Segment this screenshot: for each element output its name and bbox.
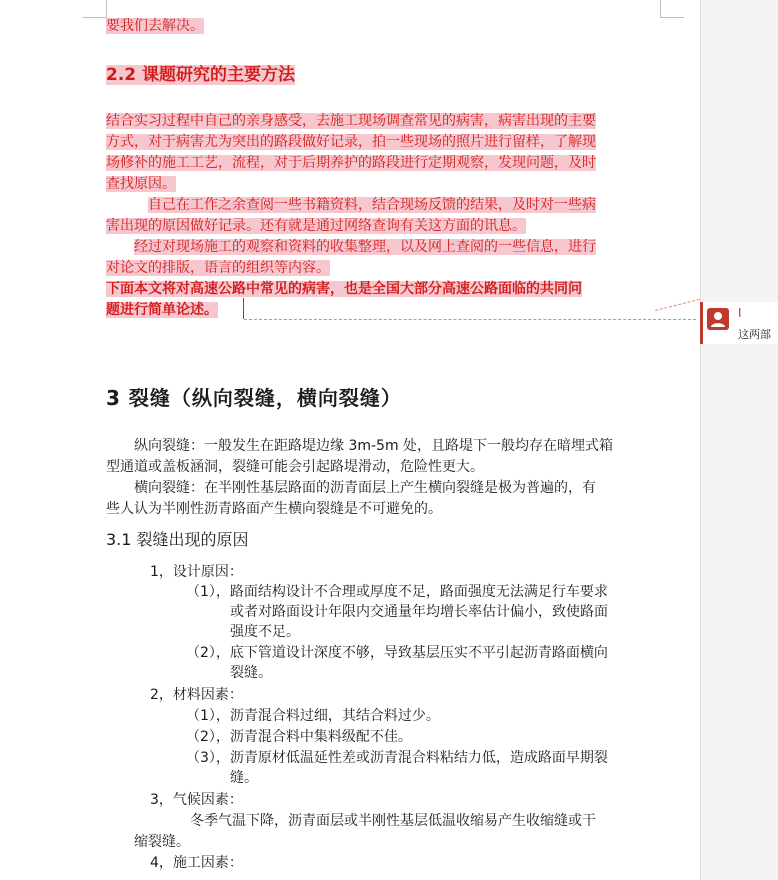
paragraph-line[interactable]: 缩裂缝。: [134, 834, 190, 850]
comment-text[interactable]: 这两部: [738, 328, 771, 341]
list-subitem[interactable]: 或者对路面设计年限内交通量年均增长率估计偏小，致使路面: [230, 604, 608, 620]
list-subitem[interactable]: 裂缝。: [230, 665, 272, 681]
list-item[interactable]: 1，设计原因：: [150, 564, 243, 580]
comment-author: I: [738, 306, 742, 320]
paragraph-line[interactable]: 场修补的施工工艺，流程，对于后期养护的路段进行定期观察，发现问题，及时: [106, 155, 596, 171]
list-subitem[interactable]: （3），沥青原材低温延性差或沥青混合料粘结力低，造成路面早期裂: [186, 750, 608, 766]
highlighted-text[interactable]: 要我们去解决。: [106, 18, 204, 34]
paragraph-line[interactable]: 下面本文将对高速公路中常见的病害，也是全国大部分高速公路面临的共同问: [106, 281, 582, 297]
paragraph-line[interactable]: 冬季气温下降，沥青面层或半刚性基层低温收缩易产生收缩缝或干: [190, 813, 596, 829]
list-subitem[interactable]: （2），底下管道设计深度不够，导致基层压实不平引起沥青路面横向: [186, 645, 608, 661]
comment-connector-line: [655, 299, 700, 311]
list-item[interactable]: 2，材料因素：: [150, 687, 243, 703]
paragraph-line[interactable]: 自己在工作之余查阅一些书籍资料，结合现场反馈的结果，及时对一些病: [148, 197, 596, 213]
list-subitem[interactable]: （2），沥青混合料中集料级配不佳。: [186, 729, 412, 745]
paragraph-line[interactable]: 对论文的排版，语言的组织等内容。: [106, 260, 330, 276]
paragraph-line[interactable]: 方式，对于病害尤为突出的路段做好记录，拍一些现场的照片进行留样，了解现: [106, 134, 596, 150]
paragraph-line[interactable]: 害出现的原因做好记录。还有就是通过网络查询有关这方面的讯息。: [106, 218, 526, 234]
paragraph-line[interactable]: 题进行简单论述。: [106, 302, 218, 318]
list-item[interactable]: 4，施工因素：: [150, 855, 243, 871]
list-subitem[interactable]: 强度不足。: [230, 624, 300, 640]
section-heading-3[interactable]: 3 裂缝（纵向裂缝，横向裂缝）: [106, 386, 402, 410]
list-subitem[interactable]: 缝。: [230, 770, 258, 786]
paragraph-line[interactable]: 纵向裂缝：一般发生在距路堤边缘 3m-5m 处，且路堤下一般均存在暗埋式箱: [134, 438, 614, 454]
paragraph-line[interactable]: 结合实习过程中自己的亲身感受，去施工现场调查常见的病害，病害出现的主要: [106, 113, 596, 129]
crop-mark: [660, 0, 661, 18]
paragraph-line[interactable]: 经过对现场施工的观察和资料的收集整理，以及网上查阅的一些信息，进行: [134, 239, 596, 255]
user-avatar-icon: [707, 308, 729, 330]
list-subitem[interactable]: （1），沥青混合料过细，其结合料过少。: [186, 708, 440, 724]
list-item[interactable]: 3，气候因素：: [150, 792, 243, 808]
comment-pane: [700, 0, 778, 880]
paragraph-line[interactable]: 些人认为半刚性沥青路面产生横向裂缝是不可避免的。: [106, 501, 442, 517]
crop-mark: [660, 17, 684, 18]
section-heading-2-2[interactable]: 2.2 课题研究的主要方法: [106, 65, 296, 85]
comment-connector-line: [244, 319, 696, 320]
paragraph-line[interactable]: 横向裂缝：在半刚性基层路面的沥青面层上产生横向裂缝是极为普遍的，有: [134, 480, 596, 496]
paragraph-line[interactable]: 查找原因。: [106, 176, 176, 192]
comment-anchor: [243, 298, 244, 319]
list-subitem[interactable]: （1），路面结构设计不合理或厚度不足，路面强度无法满足行车要求: [186, 584, 608, 600]
section-heading-3-1[interactable]: 3.1 裂缝出现的原因: [106, 530, 249, 549]
crop-mark: [82, 17, 106, 18]
paragraph-line[interactable]: 型通道或盖板涵洞，裂缝可能会引起路堤滑动，危险性更大。: [106, 459, 484, 475]
